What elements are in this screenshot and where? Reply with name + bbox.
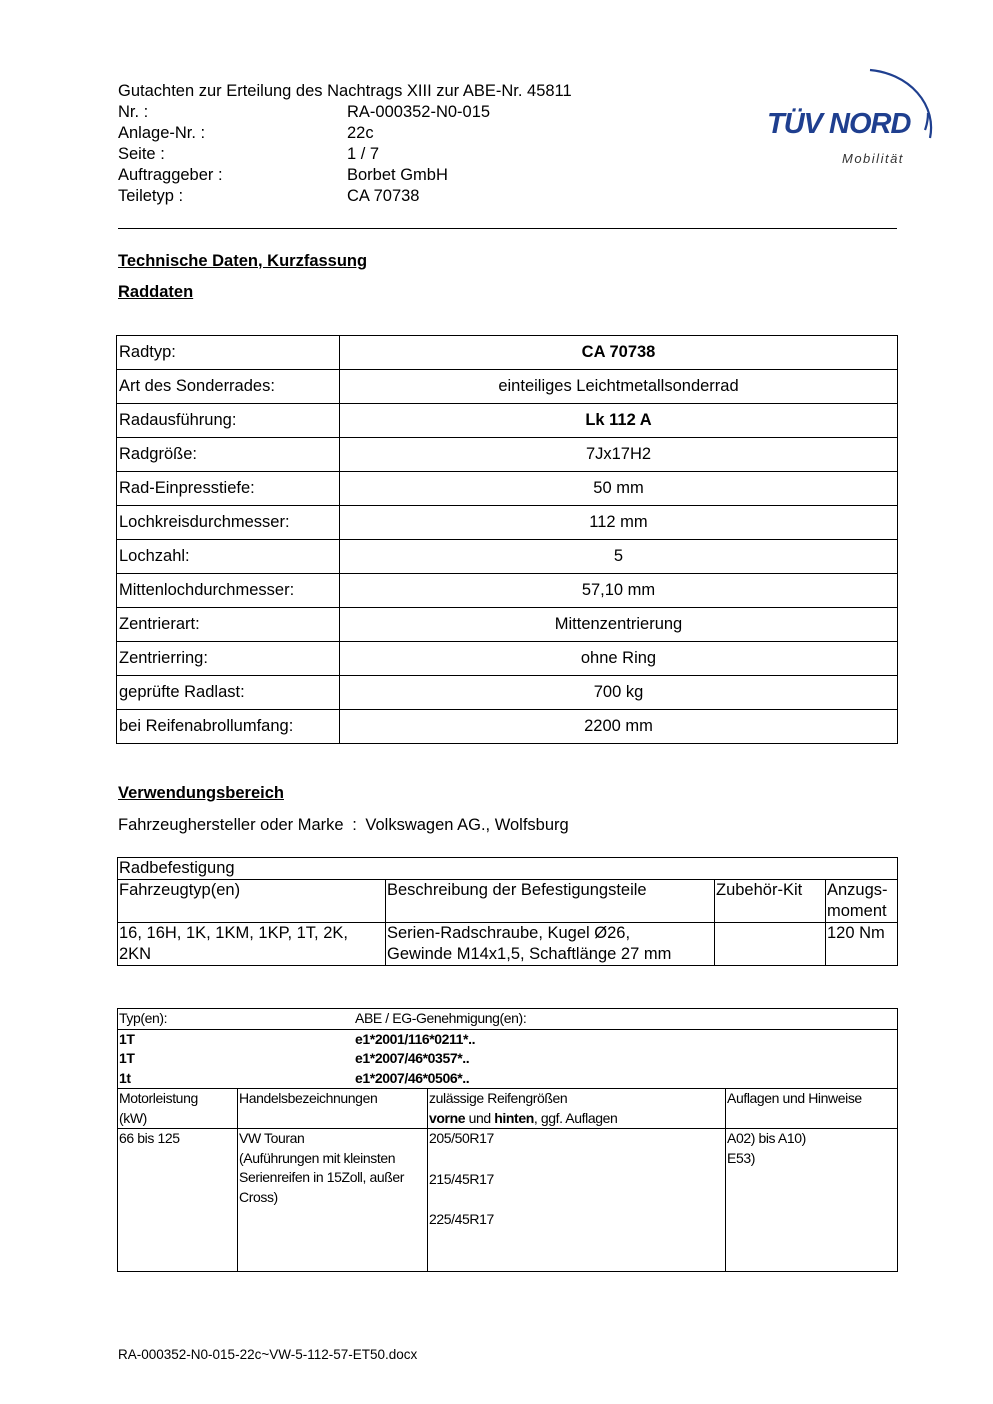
header-row-nr	[118, 102, 572, 123]
tyre-size: 205/50R17	[429, 1130, 494, 1146]
table-value: 5	[340, 540, 898, 574]
header-value: RA-000352-N0-015	[347, 103, 491, 121]
header-label: Seite :	[118, 145, 165, 163]
table-value: 57,10 mm	[340, 574, 898, 608]
section-title-tech: Technische Daten, Kurzfassung	[118, 252, 368, 270]
cell-line: (Auführungen mit kleinsten	[239, 1149, 396, 1166]
tyre-and-label: und	[465, 1109, 495, 1126]
table-value: CA 70738	[340, 336, 898, 370]
fastening-desc-cell	[386, 923, 715, 966]
col-header-line: Anzugs-	[827, 881, 888, 899]
col-header-torque	[826, 880, 898, 923]
types-head: Typ(en):	[119, 1010, 168, 1026]
table-key: Lochzahl:	[117, 540, 340, 574]
header-divider	[118, 228, 897, 229]
table-row	[118, 1029, 898, 1089]
mounting-table	[117, 857, 898, 966]
table-row	[118, 1009, 898, 1030]
approval-type: 1T	[119, 1050, 135, 1066]
approvals-head: ABE / EG-Genehmigung(en):	[355, 1010, 527, 1026]
cell-line: Gewinde M14x1,5, Schaftlänge 27 mm	[387, 945, 672, 963]
header-row-anlage	[118, 123, 572, 144]
mounting-title: Radbefestigung	[118, 858, 898, 880]
table-key: geprüfte Radlast:	[117, 676, 340, 710]
table-row	[117, 404, 898, 438]
table-key: Zentrierart:	[117, 608, 340, 642]
vehicle-maker	[118, 816, 569, 835]
table-key: Mittenlochdurchmesser:	[117, 574, 340, 608]
cell-line: 2KN	[119, 945, 152, 963]
cell-line: Cross)	[239, 1188, 278, 1205]
maker-value: Volkswagen AG., Wolfsburg	[365, 816, 569, 834]
cell-line: Serien-Radschraube, Kugel Ø26,	[387, 924, 631, 942]
table-key: Lochkreisdurchmesser:	[117, 506, 340, 540]
table-header-row	[118, 880, 898, 923]
approval-type: 1t	[119, 1069, 131, 1086]
table-value: Lk 112 A	[340, 404, 898, 438]
notes-cell	[726, 1129, 898, 1272]
table-value: 2200 mm	[340, 710, 898, 744]
header-label: Anlage-Nr. :	[118, 124, 206, 142]
approval-item	[119, 1030, 896, 1050]
logo-wordmark: TÜV NORD	[767, 108, 911, 140]
table-row	[117, 336, 898, 370]
cell-line: A02) bis A10)	[727, 1130, 806, 1146]
approval-number: e1*2007/46*0357*..	[355, 1050, 470, 1066]
document-header	[118, 81, 572, 207]
tyre-size: 215/45R17	[429, 1170, 494, 1187]
table-row	[117, 710, 898, 744]
approval-number: e1*2001/116*0211*..	[355, 1030, 476, 1047]
table-row	[117, 506, 898, 540]
table-key: Radgröße:	[117, 438, 340, 472]
table-header-row	[118, 1089, 898, 1129]
col-header-tyres	[428, 1089, 726, 1129]
table-value: 112 mm	[340, 506, 898, 540]
header-row-teiletyp	[118, 186, 572, 207]
col-header-line	[429, 1109, 724, 1129]
col-header-notes: Auflagen und Hinweise	[726, 1089, 898, 1129]
approval-number: e1*2007/46*0506*..	[355, 1069, 470, 1086]
tyre-sizes-cell	[428, 1129, 726, 1272]
table-value: 700 kg	[340, 676, 898, 710]
header-label: Nr. :	[118, 103, 149, 121]
table-key: Zentrierring:	[117, 642, 340, 676]
cell-line: E53)	[727, 1149, 755, 1166]
table-row	[117, 438, 898, 472]
approval-item	[119, 1049, 896, 1069]
table-value: 7Jx17H2	[340, 438, 898, 472]
table-key: bei Reifenabrollumfang:	[117, 710, 340, 744]
table-value: einteiliges Leichtmetallsonderrad	[340, 370, 898, 404]
cell-line: VW Touran	[239, 1130, 305, 1146]
table-key: Rad-Einpresstiefe:	[117, 472, 340, 506]
maker-separator: :	[352, 816, 357, 834]
table-row	[117, 608, 898, 642]
table-row	[117, 540, 898, 574]
trade-names-cell	[238, 1129, 428, 1272]
header-label: Teiletyp :	[118, 187, 184, 205]
tyre-rear-label: hinten	[494, 1109, 534, 1126]
tyre-conditions-label: , ggf. Auflagen	[533, 1109, 618, 1126]
approval-list	[118, 1029, 898, 1089]
header-value: 22c	[347, 124, 374, 142]
tuv-nord-logo	[760, 58, 940, 170]
logo-subtitle: Mobilität	[842, 151, 904, 166]
table-value: Mittenzentrierung	[340, 608, 898, 642]
col-header: Fahrzeugtyp(en)	[118, 880, 386, 923]
power-cell: 66 bis 125	[118, 1129, 238, 1272]
col-header-line: (kW)	[119, 1109, 147, 1126]
kit-cell	[715, 923, 826, 966]
table-row	[117, 370, 898, 404]
col-header-line: Motorleistung	[119, 1090, 198, 1106]
approval-item	[119, 1069, 896, 1089]
header-value: Borbet GmbH	[347, 166, 448, 184]
col-header: Beschreibung der Befestigungsteile	[386, 880, 715, 923]
col-header: Zubehör-Kit	[715, 880, 826, 923]
header-value: 1 / 7	[347, 145, 380, 163]
tyre-front-label: vorne	[429, 1109, 466, 1126]
vehicle-types-cell	[118, 923, 386, 966]
table-value: ohne Ring	[340, 642, 898, 676]
table-key: Art des Sonderrades:	[117, 370, 340, 404]
header-value: CA 70738	[347, 187, 420, 205]
table-row	[117, 472, 898, 506]
approval-type: 1T	[119, 1030, 135, 1047]
torque-cell: 120 Nm	[826, 923, 898, 966]
header-row-auftraggeber	[118, 165, 572, 186]
table-row	[118, 923, 898, 966]
table-key: Radausführung:	[117, 404, 340, 438]
header-label: Auftraggeber :	[118, 166, 223, 184]
table-value: 50 mm	[340, 472, 898, 506]
cell-line: Serienreifen in 15Zoll, außer	[239, 1169, 405, 1185]
col-header-power	[118, 1089, 238, 1129]
table-row	[117, 676, 898, 710]
tyre-size: 225/45R17	[429, 1211, 494, 1227]
cell-line: 16, 16H, 1K, 1KM, 1KP, 1T, 2K,	[119, 924, 348, 942]
header-row-seite	[118, 144, 572, 165]
col-header-trade: Handelsbezeichnungen	[238, 1089, 428, 1129]
table-row	[118, 858, 898, 880]
table-row	[117, 642, 898, 676]
maker-label: Fahrzeughersteller oder Marke	[118, 816, 344, 834]
table-row	[118, 1129, 898, 1272]
table-row	[117, 574, 898, 608]
col-header-line: zulässige Reifengrößen	[429, 1090, 568, 1106]
approval-head	[118, 1009, 898, 1030]
document-filename: RA-000352-N0-015-22c~VW-5-112-57-ET50.docx	[118, 1347, 418, 1362]
section-title-usage: Verwendungsbereich	[118, 784, 284, 802]
approval-tyre-table	[117, 1008, 898, 1272]
section-title-raddaten: Raddaten	[118, 283, 194, 301]
col-header-line: moment	[827, 902, 887, 920]
wheel-data-table	[116, 335, 898, 744]
report-title: Gutachten zur Erteilung des Nachtrags XIII zur ABE-Nr. 45811	[118, 82, 572, 100]
table-key: Radtyp:	[117, 336, 340, 370]
